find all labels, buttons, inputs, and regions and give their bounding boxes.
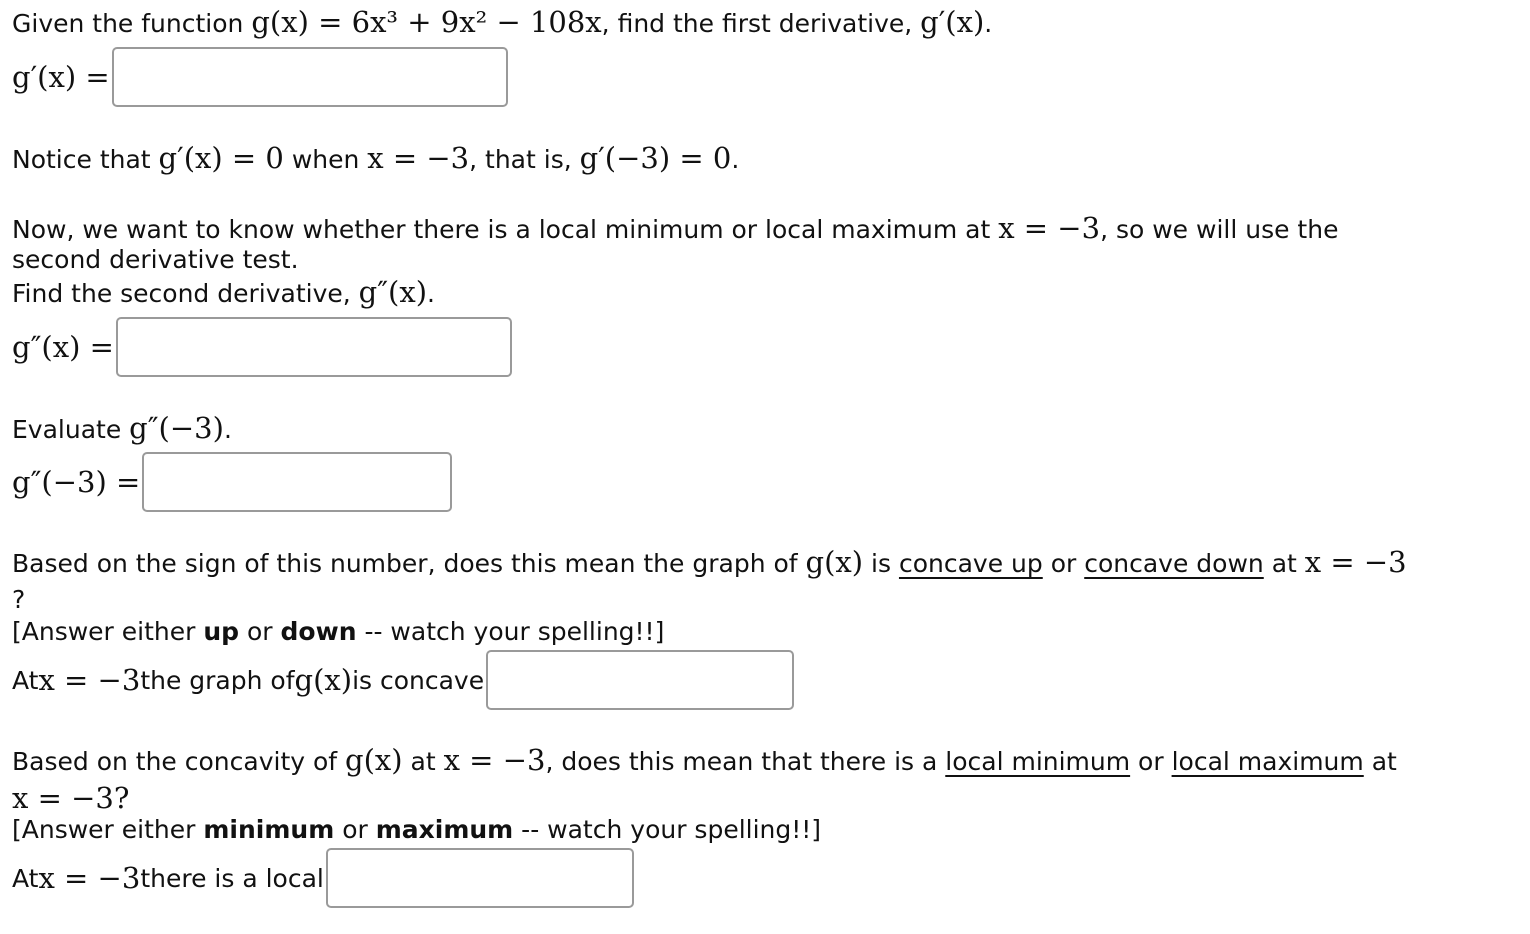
- extremum-label-pre: At: [12, 863, 39, 893]
- hint-option-minimum: minimum: [203, 815, 335, 844]
- second-derivative-symbol: g″(x): [358, 275, 428, 309]
- concavity-label-end: is concave: [352, 665, 485, 695]
- question-5-hint: [12, 814, 821, 846]
- term-concave-down: concave down: [1084, 549, 1264, 578]
- notice-text-mid-2: , that is,: [469, 145, 580, 174]
- question-5-question-mark: ?: [113, 781, 130, 815]
- extremum-label-point: x = −3: [38, 861, 141, 895]
- concavity-label-pre: At: [12, 665, 39, 695]
- evaluate-input[interactable]: [142, 452, 452, 512]
- question-4-point: x = −3: [1304, 545, 1407, 579]
- question-4-text-mid-3: at: [1263, 549, 1305, 578]
- notice-text-mid-1: when: [283, 145, 368, 174]
- hint-text-end: -- watch your spelling!!]: [356, 617, 665, 646]
- second-derivative-input[interactable]: [116, 317, 512, 377]
- concavity-label-mid: the graph of: [140, 665, 295, 695]
- intro-line-2: [12, 244, 299, 276]
- notice-equation-3: g′(−3) = 0: [579, 141, 732, 175]
- term-concave-up: concave up: [898, 549, 1043, 578]
- question-5-text-mid-2: , does this mean that there is a: [545, 747, 946, 776]
- question-5-point: x = −3: [443, 743, 546, 777]
- concavity-label-point: x = −3: [38, 663, 141, 697]
- first-derivative-symbol: g′(x): [920, 5, 985, 39]
- question-1-text-mid: , find the first derivative,: [601, 9, 921, 38]
- hint-option-down: down: [280, 617, 357, 646]
- question-5-point-line-2: x = −3: [12, 781, 114, 815]
- hint-text-mid: or: [239, 617, 281, 646]
- question-4-prompt: [12, 546, 1407, 580]
- question-4-text-mid-1: is: [863, 549, 899, 578]
- notice-text: Notice that: [12, 145, 159, 174]
- question-2-text-end: .: [427, 279, 435, 308]
- hint-option-up: up: [203, 617, 240, 646]
- intro-text-line-2: second derivative test.: [12, 245, 299, 274]
- concavity-answer-row: [12, 650, 794, 710]
- question-1-text: Given the function: [12, 9, 252, 38]
- notice-statement: [12, 142, 739, 176]
- hint-text: [Answer either: [12, 617, 204, 646]
- hint-2-text: [Answer either: [12, 815, 204, 844]
- question-5-prompt: [12, 744, 1397, 778]
- first-derivative-answer-row: [12, 47, 508, 107]
- question-4-line-2: [12, 584, 25, 616]
- intro-text-end: , so we will use the: [1100, 215, 1339, 244]
- question-5-text-mid-3: or: [1130, 747, 1172, 776]
- question-5-function: g(x): [345, 743, 403, 777]
- question-5-line-2: [12, 782, 129, 816]
- question-3-text: Evaluate: [12, 415, 130, 444]
- question-1-prompt: [12, 6, 992, 40]
- question-4-text-mid-2: or: [1042, 549, 1085, 578]
- question-4-hint: [12, 616, 664, 648]
- hint-option-maximum: maximum: [375, 815, 514, 844]
- question-4-question-mark: ?: [12, 585, 26, 614]
- term-local-minimum: local minimum: [945, 747, 1131, 776]
- evaluate-answer-row: [12, 452, 452, 512]
- hint-2-text-mid: or: [334, 815, 376, 844]
- question-4-text: Based on the sign of this number, does this mean the graph of: [12, 549, 806, 578]
- intro-equation: x = −3: [998, 211, 1101, 245]
- hint-2-text-end: -- watch your spelling!!]: [513, 815, 822, 844]
- extremum-answer-row: [12, 848, 634, 908]
- evaluate-label: g″(−3) =: [12, 465, 141, 499]
- question-3-prompt: [12, 412, 232, 446]
- notice-text-end: .: [731, 145, 740, 174]
- concavity-input[interactable]: [486, 650, 794, 710]
- extremum-label-end: there is a local: [140, 863, 324, 893]
- question-3-text-end: .: [223, 415, 232, 444]
- intro-line-1: [12, 212, 1338, 246]
- second-derivative-label: g″(x) =: [12, 330, 114, 364]
- question-5-text-mid-1: at: [402, 747, 444, 776]
- concavity-label-function: g(x): [294, 663, 353, 697]
- question-5-text: Based on the concavity of: [12, 747, 346, 776]
- question-4-function: g(x): [805, 545, 864, 579]
- question-2-prompt: [12, 276, 435, 310]
- first-derivative-input[interactable]: [112, 47, 508, 107]
- question-2-text: Find the second derivative,: [12, 279, 359, 308]
- second-derivative-answer-row: [12, 317, 512, 377]
- first-derivative-label: g′(x) =: [12, 60, 110, 94]
- evaluate-expression: g″(−3): [129, 411, 224, 445]
- question-1-text-end: .: [984, 9, 993, 38]
- intro-text: Now, we want to know whether there is a local minimum or local maximum at: [12, 215, 999, 244]
- function-expression: g(x) = 6x³ + 9x² − 108x: [251, 5, 602, 39]
- question-5-text-end: at: [1363, 747, 1397, 776]
- notice-equation-1: g′(x) = 0: [158, 141, 284, 175]
- extremum-input[interactable]: [326, 848, 634, 908]
- notice-equation-2: x = −3: [367, 141, 470, 175]
- term-local-maximum: local maximum: [1171, 747, 1364, 776]
